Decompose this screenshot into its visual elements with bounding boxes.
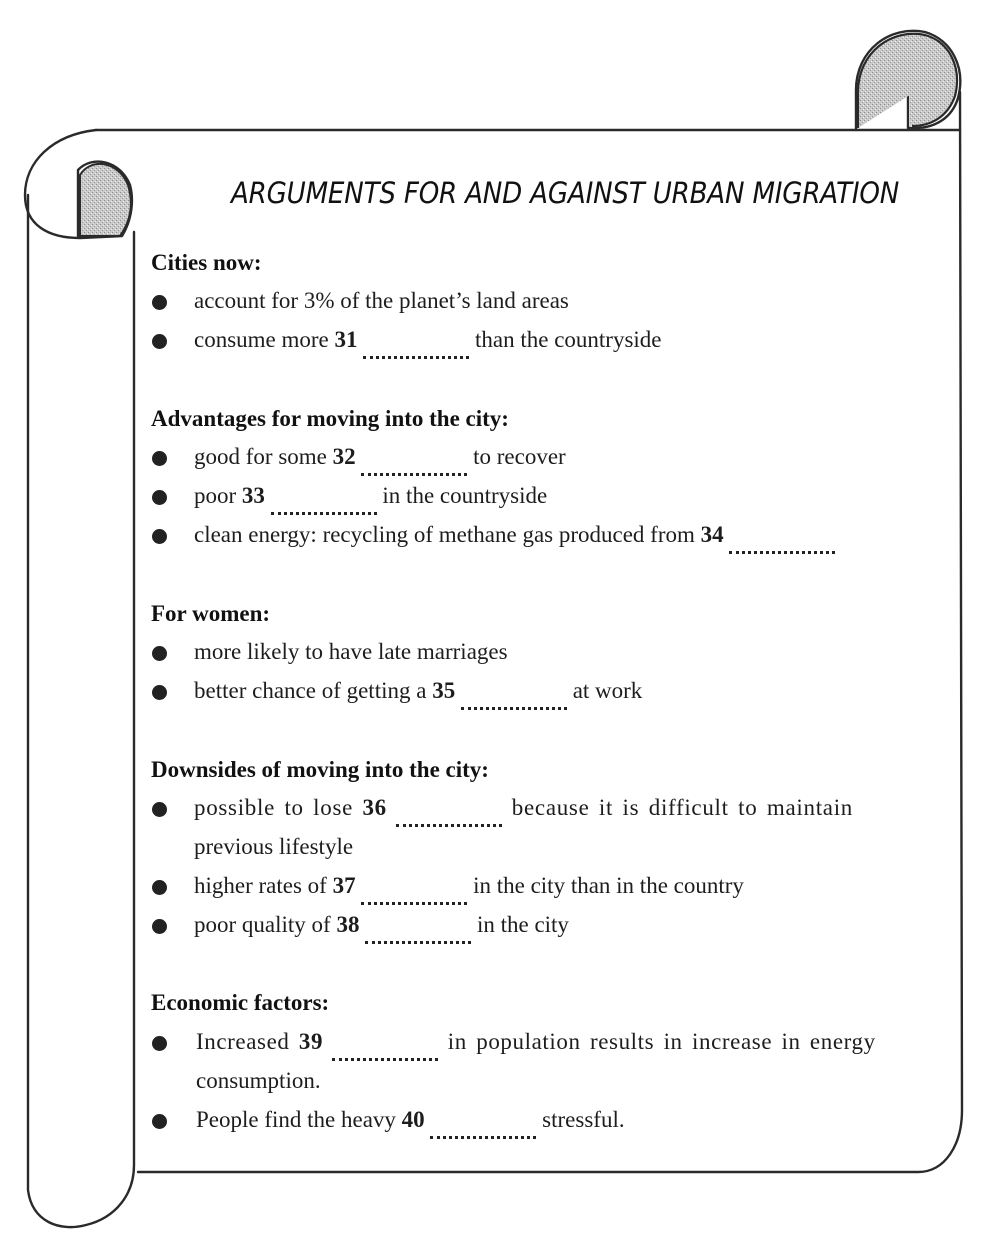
list-item-continuation: consumption. xyxy=(196,1068,321,1093)
bullet xyxy=(152,451,167,466)
list-item: poor quality of 38 in the city xyxy=(194,912,569,937)
page-title: ARGUMENTS FOR AND AGAINST URBAN MIGRATION xyxy=(231,176,900,210)
list-item: clean energy: recycling of methane gas produced from 34 xyxy=(194,522,724,547)
section-heading-cities-now: Cities now: xyxy=(151,250,262,275)
list-item: People find the heavy 40 stressful. xyxy=(196,1107,625,1132)
bullet xyxy=(152,880,167,895)
bullet xyxy=(152,334,167,349)
question-number: 31 xyxy=(334,327,358,352)
bullet xyxy=(152,490,167,505)
section-heading-economic: Economic factors: xyxy=(151,990,330,1015)
bullet xyxy=(152,529,167,544)
question-number: 36 xyxy=(362,795,387,820)
question-number: 39 xyxy=(298,1029,324,1054)
list-item: poor 33 in the countryside xyxy=(194,483,548,508)
list-item-continuation: previous lifestyle xyxy=(194,834,354,859)
bullet xyxy=(152,802,167,817)
list-item: good for some 32 to recover xyxy=(194,444,566,469)
list-item: better chance of getting a 35 at work xyxy=(194,678,643,703)
question-number: 37 xyxy=(332,873,356,898)
bullet xyxy=(152,1114,167,1129)
bullet xyxy=(152,295,167,310)
list-item: account for 3% of the planet’s land areas xyxy=(194,288,569,313)
question-number: 33 xyxy=(241,483,265,508)
bullet xyxy=(152,646,167,661)
section-heading-advantages: Advantages for moving into the city: xyxy=(151,406,509,431)
bullet xyxy=(152,685,167,700)
list-item: consume more 31 than the countryside xyxy=(194,327,662,352)
question-number: 35 xyxy=(432,678,456,703)
question-number: 34 xyxy=(700,522,724,547)
list-item: Increased 39 in population results in increase in energy xyxy=(196,1029,876,1054)
section-heading-downsides: Downsides of moving into the city: xyxy=(151,757,489,782)
list-item: higher rates of 37 in the city than in the country xyxy=(194,873,744,898)
list-item: more likely to have late marriages xyxy=(194,639,508,664)
question-number: 38 xyxy=(336,912,360,937)
section-heading-women: For women: xyxy=(151,601,271,626)
bullet xyxy=(152,919,167,934)
question-number: 32 xyxy=(332,444,356,469)
question-number: 40 xyxy=(401,1107,425,1132)
list-item: possible to lose 36 because it is difficult to maintain xyxy=(194,795,853,820)
bullet xyxy=(152,1036,167,1051)
